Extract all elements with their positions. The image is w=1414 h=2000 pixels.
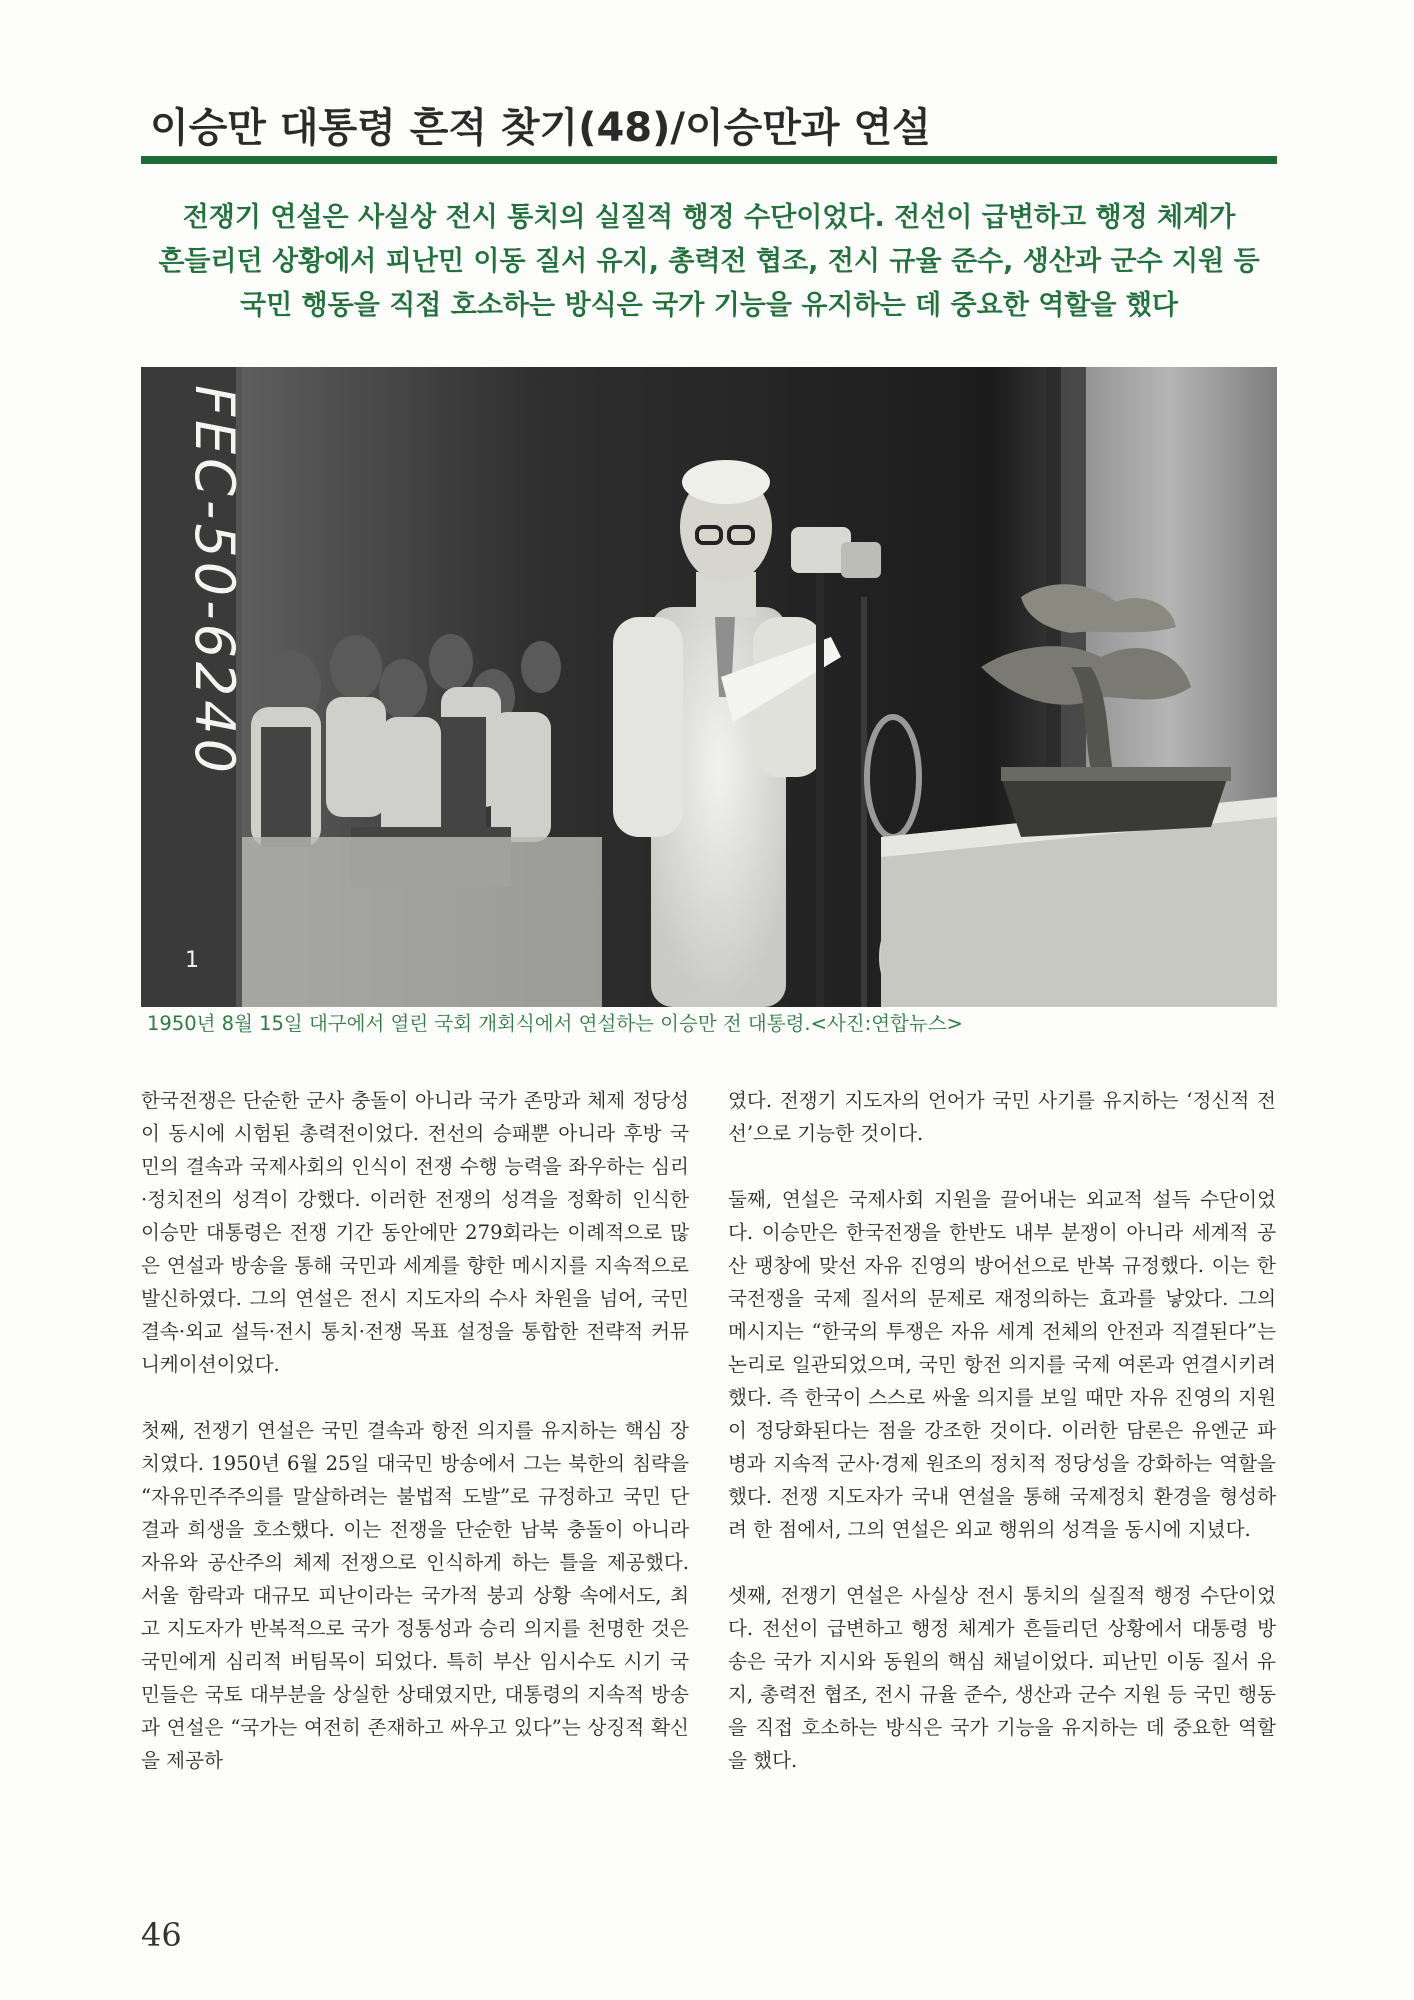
article-right-column: [728, 1084, 1276, 1810]
speech-photo: [141, 367, 1277, 1007]
lead-line: 국민 행동을 직접 호소하는 방식은 국가 기능을 유지하는 데 중요한 역할을 했다: [239, 290, 1179, 321]
photo-illustration: [141, 367, 1277, 1007]
title-rule: [141, 156, 1277, 164]
negative-corner-mark: 1: [185, 948, 199, 973]
article-left-column: [141, 1084, 689, 1810]
photo-caption: 1950년 8월 15일 대구에서 열린 국회 개회식에서 연설하는 이승만 전 대통령.<사진:연합뉴스>: [147, 1012, 963, 1035]
article-paragraph: 둘째, 연설은 국제사회 지원을 끌어내는 외교적 설득 수단이었다. 이승만은 한국전쟁을 한반도 내부 분쟁이 아니라 세계적 공산 팽창에 맞선 자유 진영의 방어선으로 반복 규정했다. 이는 한국전쟁을 국제 질서의 문제로 재정의하는 효과를 낳았다. 그의 메시지는 “한국의 투쟁은 자유 세계 전체의 안전과 직결된다”는 논리로 일관되었으며, 국민 항전 의지를 국제 여론과 연결시키려 했다. 즉 한국이 스스로 싸울 의지를 보일 때만 자유 진영의 지원이 정당화된다는 점을 강조한 것이다. 이러한 담론은 유엔군 파병과 지속적 군사·경제 원조의 정치적 정당성을 강화하는 역할을 했다. 전쟁 지도자가 국내 연설을 통해 국제정치 환경을 형성하려 한 점에서, 그의 연설은 외교 행위의 성격을 동시에 지녔다.: [728, 1188, 1276, 1541]
article-paragraph: 첫째, 전쟁기 연설은 국민 결속과 항전 의지를 유지하는 핵심 장치였다. 1950년 6월 25일 대국민 방송에서 그는 북한의 침략을 “자유민주주의를 말살하려는 불법적 도발”로 규정하고 국민 단결과 희생을 호소했다. 이는 전쟁을 단순한 남북 충돌이 아니라 자유와 공산주의 체제 전쟁으로 인식하게 하는 틀을 제공했다. 서울 함락과 대규모 피난이라는 국가적 붕괴 상황 속에서도, 최고 지도자가 반복적으로 국가 정통성과 승리 의지를 천명한 것은 국민에게 심리적 버팀목이 되었다. 특히 부산 임시수도 시기 국민들은 국토 대부분을 상실한 상태였지만, 대통령의 지속적 방송과 연설은 “국가는 여전히 존재하고 싸우고 있다”는 상징적 확신을 제공하: [141, 1419, 689, 1772]
article-paragraph: 였다. 전쟁기 지도자의 언어가 국민 사기를 유지하는 ‘정신적 전선’으로 기능한 것이다.: [728, 1089, 1276, 1145]
article-paragraph: 한국전쟁은 단순한 군사 충돌이 아니라 국가 존망과 체제 정당성이 동시에 시험된 총력전이었다. 전선의 승패뿐 아니라 후방 국민의 결속과 국제사회의 인식이 전쟁 수행 능력을 좌우하는 심리·정치전의 성격이 강했다. 이러한 전쟁의 성격을 정확히 인식한 이승만 대통령은 전쟁 기간 동안에만 279회라는 이례적으로 많은 연설과 방송을 통해 국민과 세계를 향한 메시지를 지속적으로 발신하였다. 그의 연설은 전시 지도자의 수사 차원을 넘어, 국민 결속·외교 설득·전시 통치·전쟁 목표 설정을 통합한 전략적 커뮤니케이션이었다.: [141, 1089, 689, 1376]
page-number: 46: [141, 1916, 182, 1954]
negative-number: FEC-50-6240: [183, 385, 246, 777]
page-title: 이승만 대통령 흔적 찾기(48)/이승만과 연설: [150, 105, 931, 151]
lead-line: 전쟁기 연설은 사실상 전시 통치의 실질적 행정 수단이었다. 전선이 급변하고 행정 체계가: [182, 202, 1236, 233]
lead-line: 흔들리던 상황에서 피난민 이동 질서 유지, 총력전 협조, 전시 규율 준수, 생산과 군수 지원 등: [158, 246, 1260, 277]
article-paragraph: 셋째, 전쟁기 연설은 사실상 전시 통치의 실질적 행정 수단이었다. 전선이 급변하고 행정 체계가 흔들리던 상황에서 대통령 방송은 국가 지시와 동원의 핵심 채널이었다. 피난민 이동 질서 유지, 총력전 협조, 전시 규율 준수, 생산과 군수 지원 등 국민 행동을 직접 호소하는 방식은 국가 기능을 유지하는 데 중요한 역할을 했다.: [728, 1584, 1276, 1772]
lead-summary: [141, 196, 1277, 328]
